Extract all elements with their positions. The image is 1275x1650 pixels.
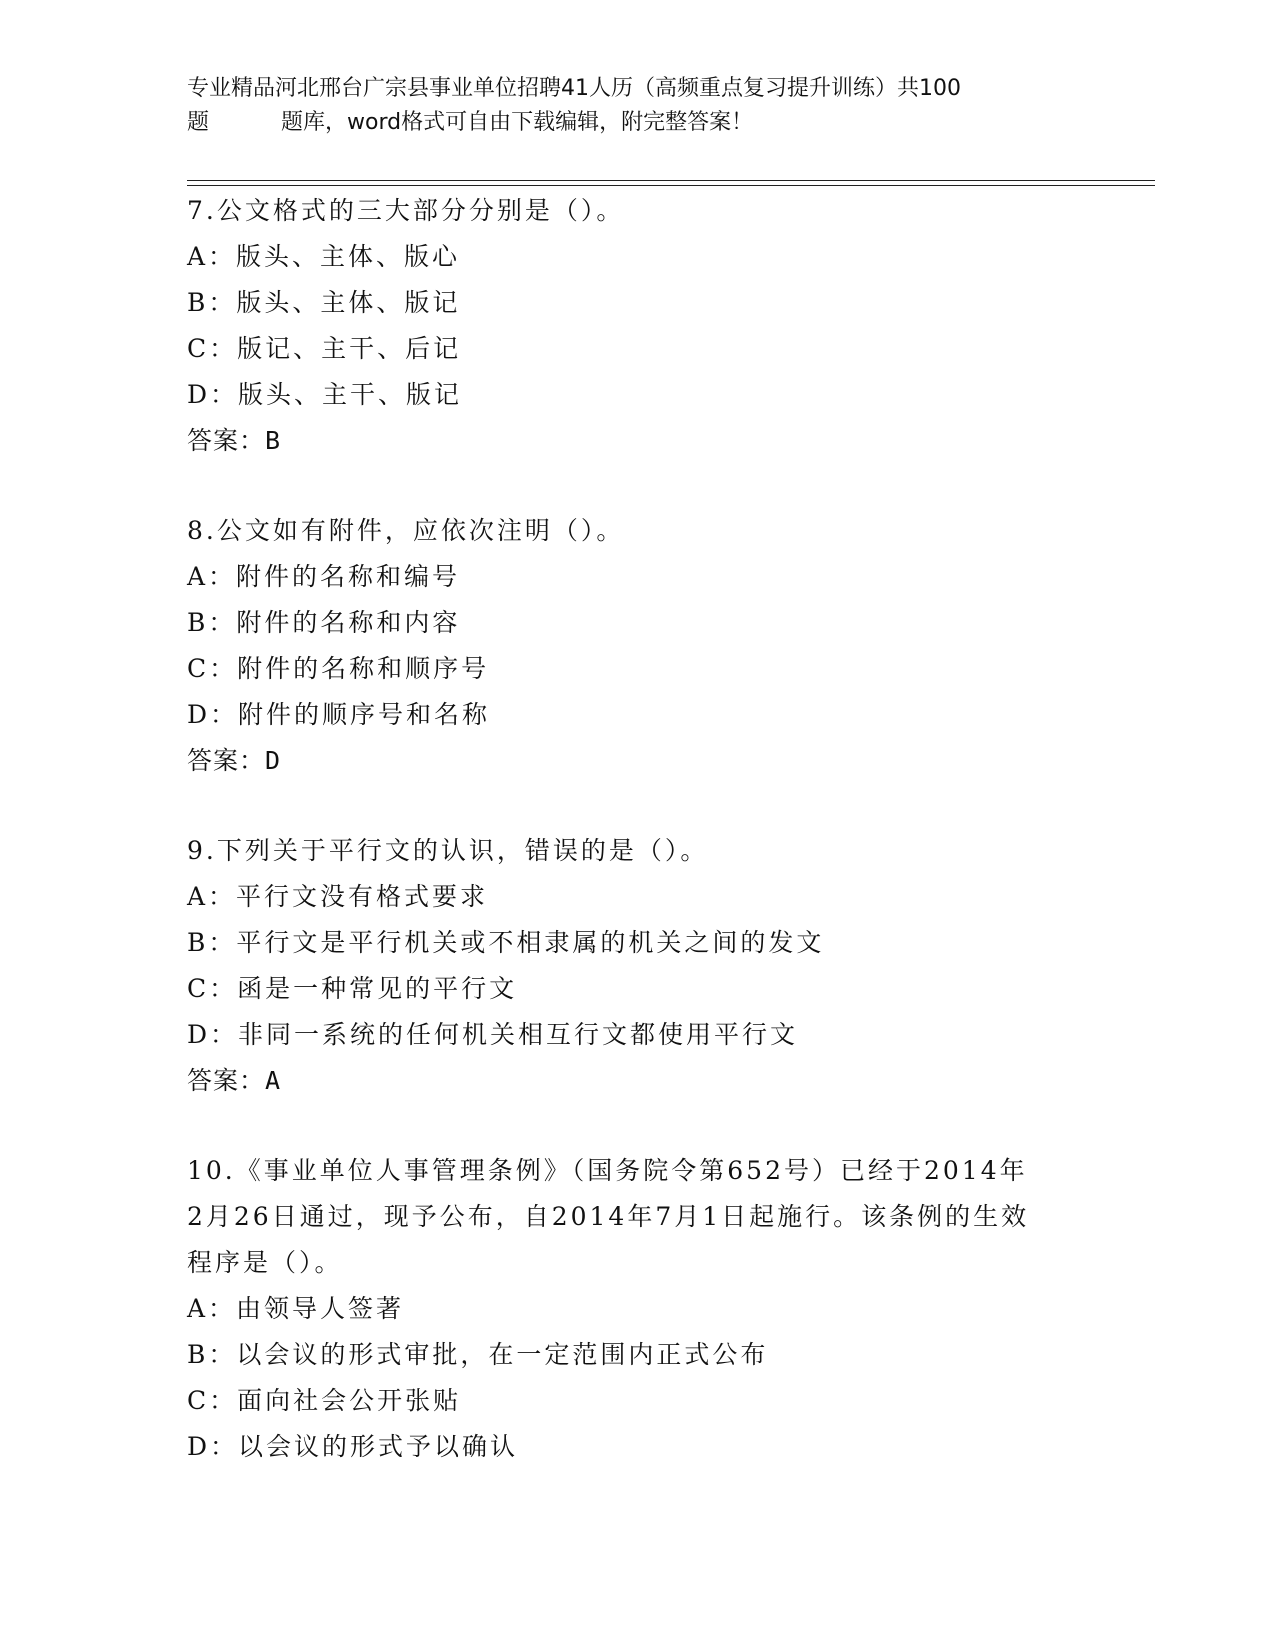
header-divider-bottom <box>187 185 1155 186</box>
document-header <box>187 72 1067 140</box>
header-subtitle-line <box>187 106 1067 140</box>
question-text: 9.下列关于平行文的认识，错误的是（）。 <box>187 836 709 865</box>
answer-value: B <box>265 426 282 455</box>
option-a: A：由领导人签著 <box>187 1294 405 1323</box>
question-text: 7.公文格式的三大部分分别是（）。 <box>187 196 625 225</box>
answer-value: D <box>265 746 282 775</box>
header-subtitle-tail: 题库，word格式可自由下载编辑，附完整答案！ <box>281 110 754 135</box>
question-text-line-2: 2月26日通过，现予公布，自2014年7月1日起施行。该条例的生效 <box>187 1202 1030 1231</box>
option-b: B：版头、主体、版记 <box>187 288 461 317</box>
option-a: A：附件的名称和编号 <box>187 562 461 591</box>
question-text-line-3: 程序是（）。 <box>187 1248 343 1277</box>
answer-label: 答案： <box>187 426 266 455</box>
option-d: D：非同一系统的任何机关相互行文都使用平行文 <box>187 1020 799 1049</box>
option-b: B：附件的名称和内容 <box>187 608 461 637</box>
answer-line <box>187 418 1087 464</box>
option-d: D：附件的顺序号和名称 <box>187 700 491 729</box>
answer-value: A <box>265 1066 282 1095</box>
answer-label: 答案： <box>187 746 266 775</box>
header-title-line: 专业精品河北邢台广宗县事业单位招聘41人历（高频重点复习提升训练）共100 <box>187 76 961 101</box>
option-d: D：版头、主干、版记 <box>187 380 463 409</box>
header-divider-top <box>187 180 1155 181</box>
option-b: B：以会议的形式审批，在一定范围内正式公布 <box>187 1340 769 1369</box>
option-c: C：附件的名称和顺序号 <box>187 654 490 683</box>
header-subtitle-head: 题 <box>187 110 210 135</box>
option-a: A：平行文没有格式要求 <box>187 882 489 911</box>
question-9 <box>187 828 1087 1104</box>
question-8 <box>187 508 1087 784</box>
question-10 <box>187 1148 1087 1470</box>
option-b: B：平行文是平行机关或不相隶属的机关之间的发文 <box>187 928 825 957</box>
answer-label: 答案： <box>187 1066 266 1095</box>
question-7 <box>187 188 1087 464</box>
answer-line <box>187 738 1087 784</box>
option-c: C：函是一种常见的平行文 <box>187 974 518 1003</box>
option-c: C：版记、主干、后记 <box>187 334 462 363</box>
question-text: 8.公文如有附件，应依次注明（）。 <box>187 516 625 545</box>
option-c: C：面向社会公开张贴 <box>187 1386 462 1415</box>
option-a: A：版头、主体、版心 <box>187 242 461 271</box>
question-list <box>187 188 1087 1514</box>
answer-line <box>187 1058 1087 1104</box>
question-text-line-1: 10.《事业单位人事管理条例》（国务院令第652号）已经于2014年 <box>187 1156 1028 1185</box>
option-d: D：以会议的形式予以确认 <box>187 1432 519 1461</box>
